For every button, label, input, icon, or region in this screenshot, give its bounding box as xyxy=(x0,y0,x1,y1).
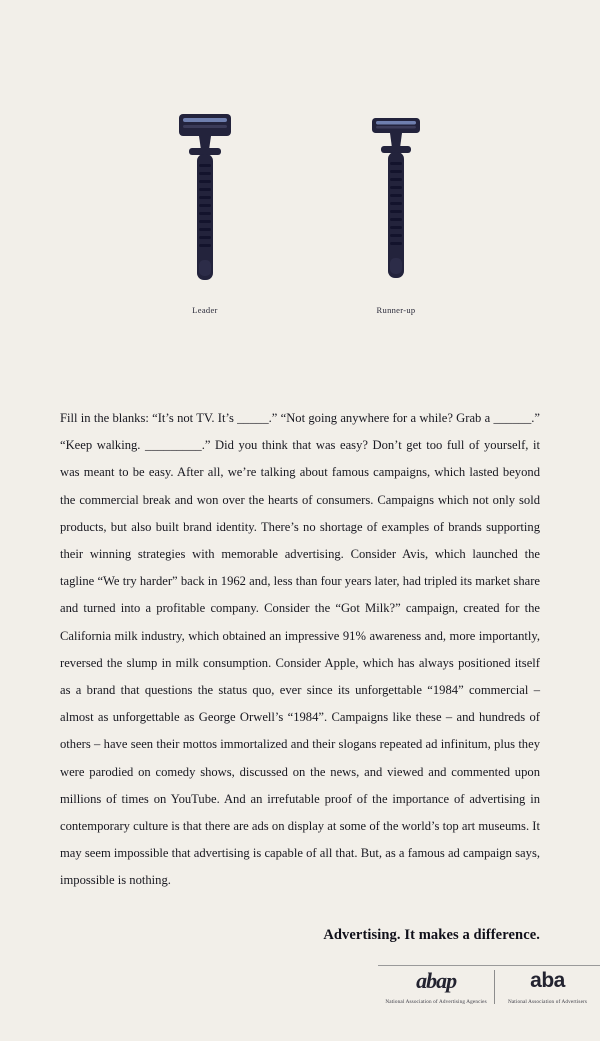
logo-abap xyxy=(378,968,494,1005)
razor-illustration xyxy=(0,100,600,330)
razor-leader-icon xyxy=(175,110,235,285)
footer-logos xyxy=(378,968,600,1024)
razor-caption-leader: Leader xyxy=(192,305,218,315)
razor-leader xyxy=(175,110,235,285)
footer-divider xyxy=(378,965,600,966)
logo-abap-mark: abap xyxy=(416,968,457,993)
razor-runner-up xyxy=(366,110,426,285)
body-copy-paragraph: Fill in the blanks: “It’s not TV. It’s _____.” “Not going anywhere for a while? Grab a ______.” “Keep walking. _________.” Did you think that was easy? Don’t get too full of yourself, it was meant to be easy. After all, we’re talking about famous campaigns, which lasted beyond the commercial break and won over the hearts of consumers. Campaigns which not only sold products, but also built brand identity. There’s no shortage of examples of brands supporting their winning strategies with memorable advertising. Consider Avis, which launched the tagline “We try harder” back in 1962 and, less than four years later, had tripled its market share and turned into a profitable company. Consider the “Got Milk?” campaign, created for the California milk industry, which obtained an impressive 91% awareness and, more importantly, reversed the slump in milk consumption. Consider Apple, which has always positioned itself as a brand that questions the status quo, ever since its unforgettable “1984” commercial – almost as unforgettable as George Orwell’s “1984”. Campaigns like these – and hundreds of others – have seen their mottos immortalized and their slogans repeated ad infinitum, plus they were parodied on comedy shows, discussed on the news, and viewed and commented upon millions of times on YouTube. And an irrefutable proof of the importance of advertising in contemporary culture is that there are ads on display at some of the world’s top art museums. It may seem impossible that advertising is capable of all that. But, as a famous ad campaign says, impossible is nothing. xyxy=(60,411,540,888)
logo-aba xyxy=(495,968,600,1005)
logo-abap-subtitle: National Association of Advertising Agencies xyxy=(385,999,487,1005)
razor-runner-up-icon xyxy=(366,110,426,285)
body-copy xyxy=(60,405,540,895)
footer xyxy=(60,965,588,1025)
tagline: Advertising. It makes a difference. xyxy=(323,927,540,943)
razor-caption-runner-up: Runner-up xyxy=(376,305,416,315)
logo-aba-mark: aba xyxy=(530,969,565,992)
logo-aba-subtitle: National Association of Advertisers xyxy=(507,999,588,1005)
